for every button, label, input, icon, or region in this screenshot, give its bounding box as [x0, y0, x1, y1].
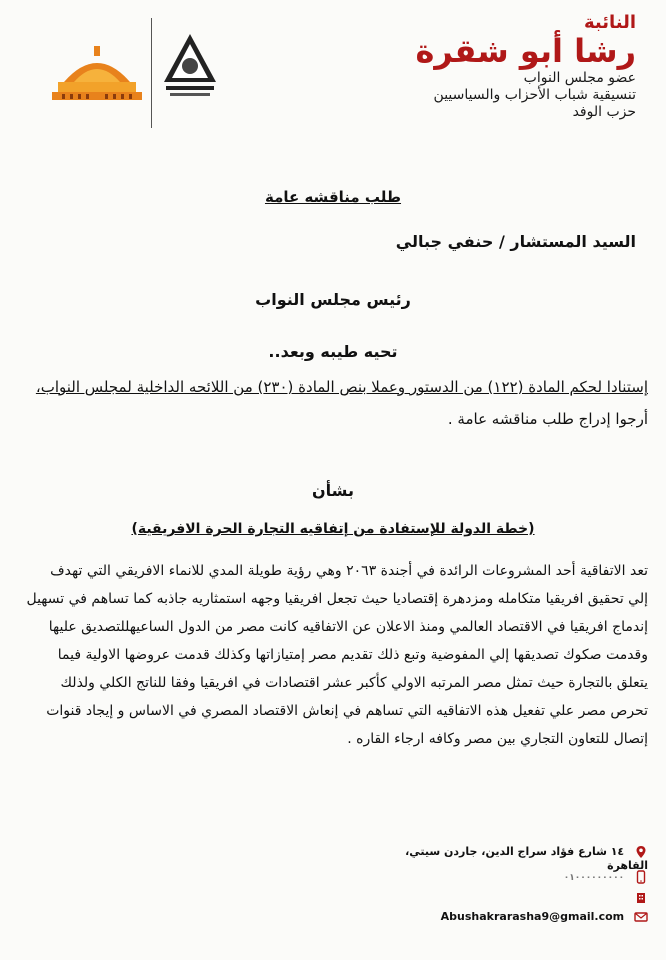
body-paragraph [12, 557, 648, 753]
greeting: تحيه طيبه وبعد.. [268, 342, 398, 361]
body-line: وقدمت صكوك تصديقها إلي المفوضية وتبع ذلك تقديم مصر إمتيازاتها وكذلك قدمت عروضها الاولية فيما [57, 647, 648, 663]
letterhead [306, 12, 636, 121]
email-text[interactable]: Abushakrarasha9@gmail.com [440, 910, 625, 923]
building-icon [634, 890, 648, 904]
mp-affiliation: تنسيقية شباب الأحزاب والسياسيين [433, 87, 636, 103]
body-line: تعد الاتفاقية أحد المشروعات الرائدة في أجندة ٢٠٦٣ وهي رؤية طويلة المدي للانماء الافريقي التي تهدف [50, 563, 648, 579]
regarding-heading: بشأن [312, 481, 354, 500]
letter-subject: طلب مناقشه عامة [264, 188, 402, 206]
phone-text: ٠١٠٠٠٠٠٠٠٠٠ [563, 873, 625, 883]
body-line: إتصال للتعاون التجاري بين مصر وكافه ارجاء القاره . [347, 731, 648, 747]
addressee-position: رئيس مجلس النواب [255, 290, 411, 309]
logo-divider [151, 18, 152, 128]
mp-role: عضو مجلس النواب [523, 70, 636, 86]
body-line: إندماج افريقيا في الاقتصاد العالمي ومنذ الاعلان عن الاتفاقيه كانت مصر من الدول الساعيهللتصديق عليها [48, 619, 648, 635]
body-line: إلي تحقيق افريقيا متكامله ومزدهرة إقتصاديا حيث تجعل افريقيا وجهه استمثاريه جاذبه كما تساهم في تسهيل [26, 591, 648, 607]
footer-email [388, 910, 648, 924]
footer-address [388, 845, 648, 872]
footer-phone [388, 870, 648, 884]
footer-office [388, 890, 648, 904]
addressee: السيد المستشار / حنفي جبالي [395, 232, 636, 251]
address-text: ١٤ شارع فؤاد سراج الدين، جاردن سيتي، القاهرة [405, 845, 648, 872]
phone-icon [634, 870, 648, 884]
body-line: تحرص مصر علي تفعيل هذه الاتفاقيه التي تساهم في إنعاش الاقتصاد المصري في الاساس و إيجاد قنوات [46, 703, 648, 719]
party-coordination-logo [160, 30, 220, 102]
location-pin-icon [634, 845, 648, 859]
parliament-dome-logo [50, 38, 145, 108]
body-line: يتعلق بالتجارة حيث تمثل مصر المرتبه الاولي كأكبر عشر اقتصادات في افريقيا وفقا للناتج الكلي ولذلك [60, 675, 648, 691]
intro-line: أرجوا إدراج طلب مناقشه عامة . [447, 410, 648, 428]
intro-paragraph [18, 375, 648, 431]
mp-title: النائبة [583, 12, 636, 33]
mp-party: حزب الوفد [572, 104, 636, 120]
mp-name: رشا أبو شقرة [415, 32, 636, 70]
intro-line: إستنادا لحكم المادة (١٢٢) من الدستور وعملا بنص المادة (٢٣٠) من اللائحه الداخلية لمجلس النواب، [35, 378, 648, 396]
topic-heading: (خطة الدولة للإستفادة من إتفاقيه التجارة الحرة الافريقية) [131, 521, 535, 537]
email-icon [634, 910, 648, 924]
